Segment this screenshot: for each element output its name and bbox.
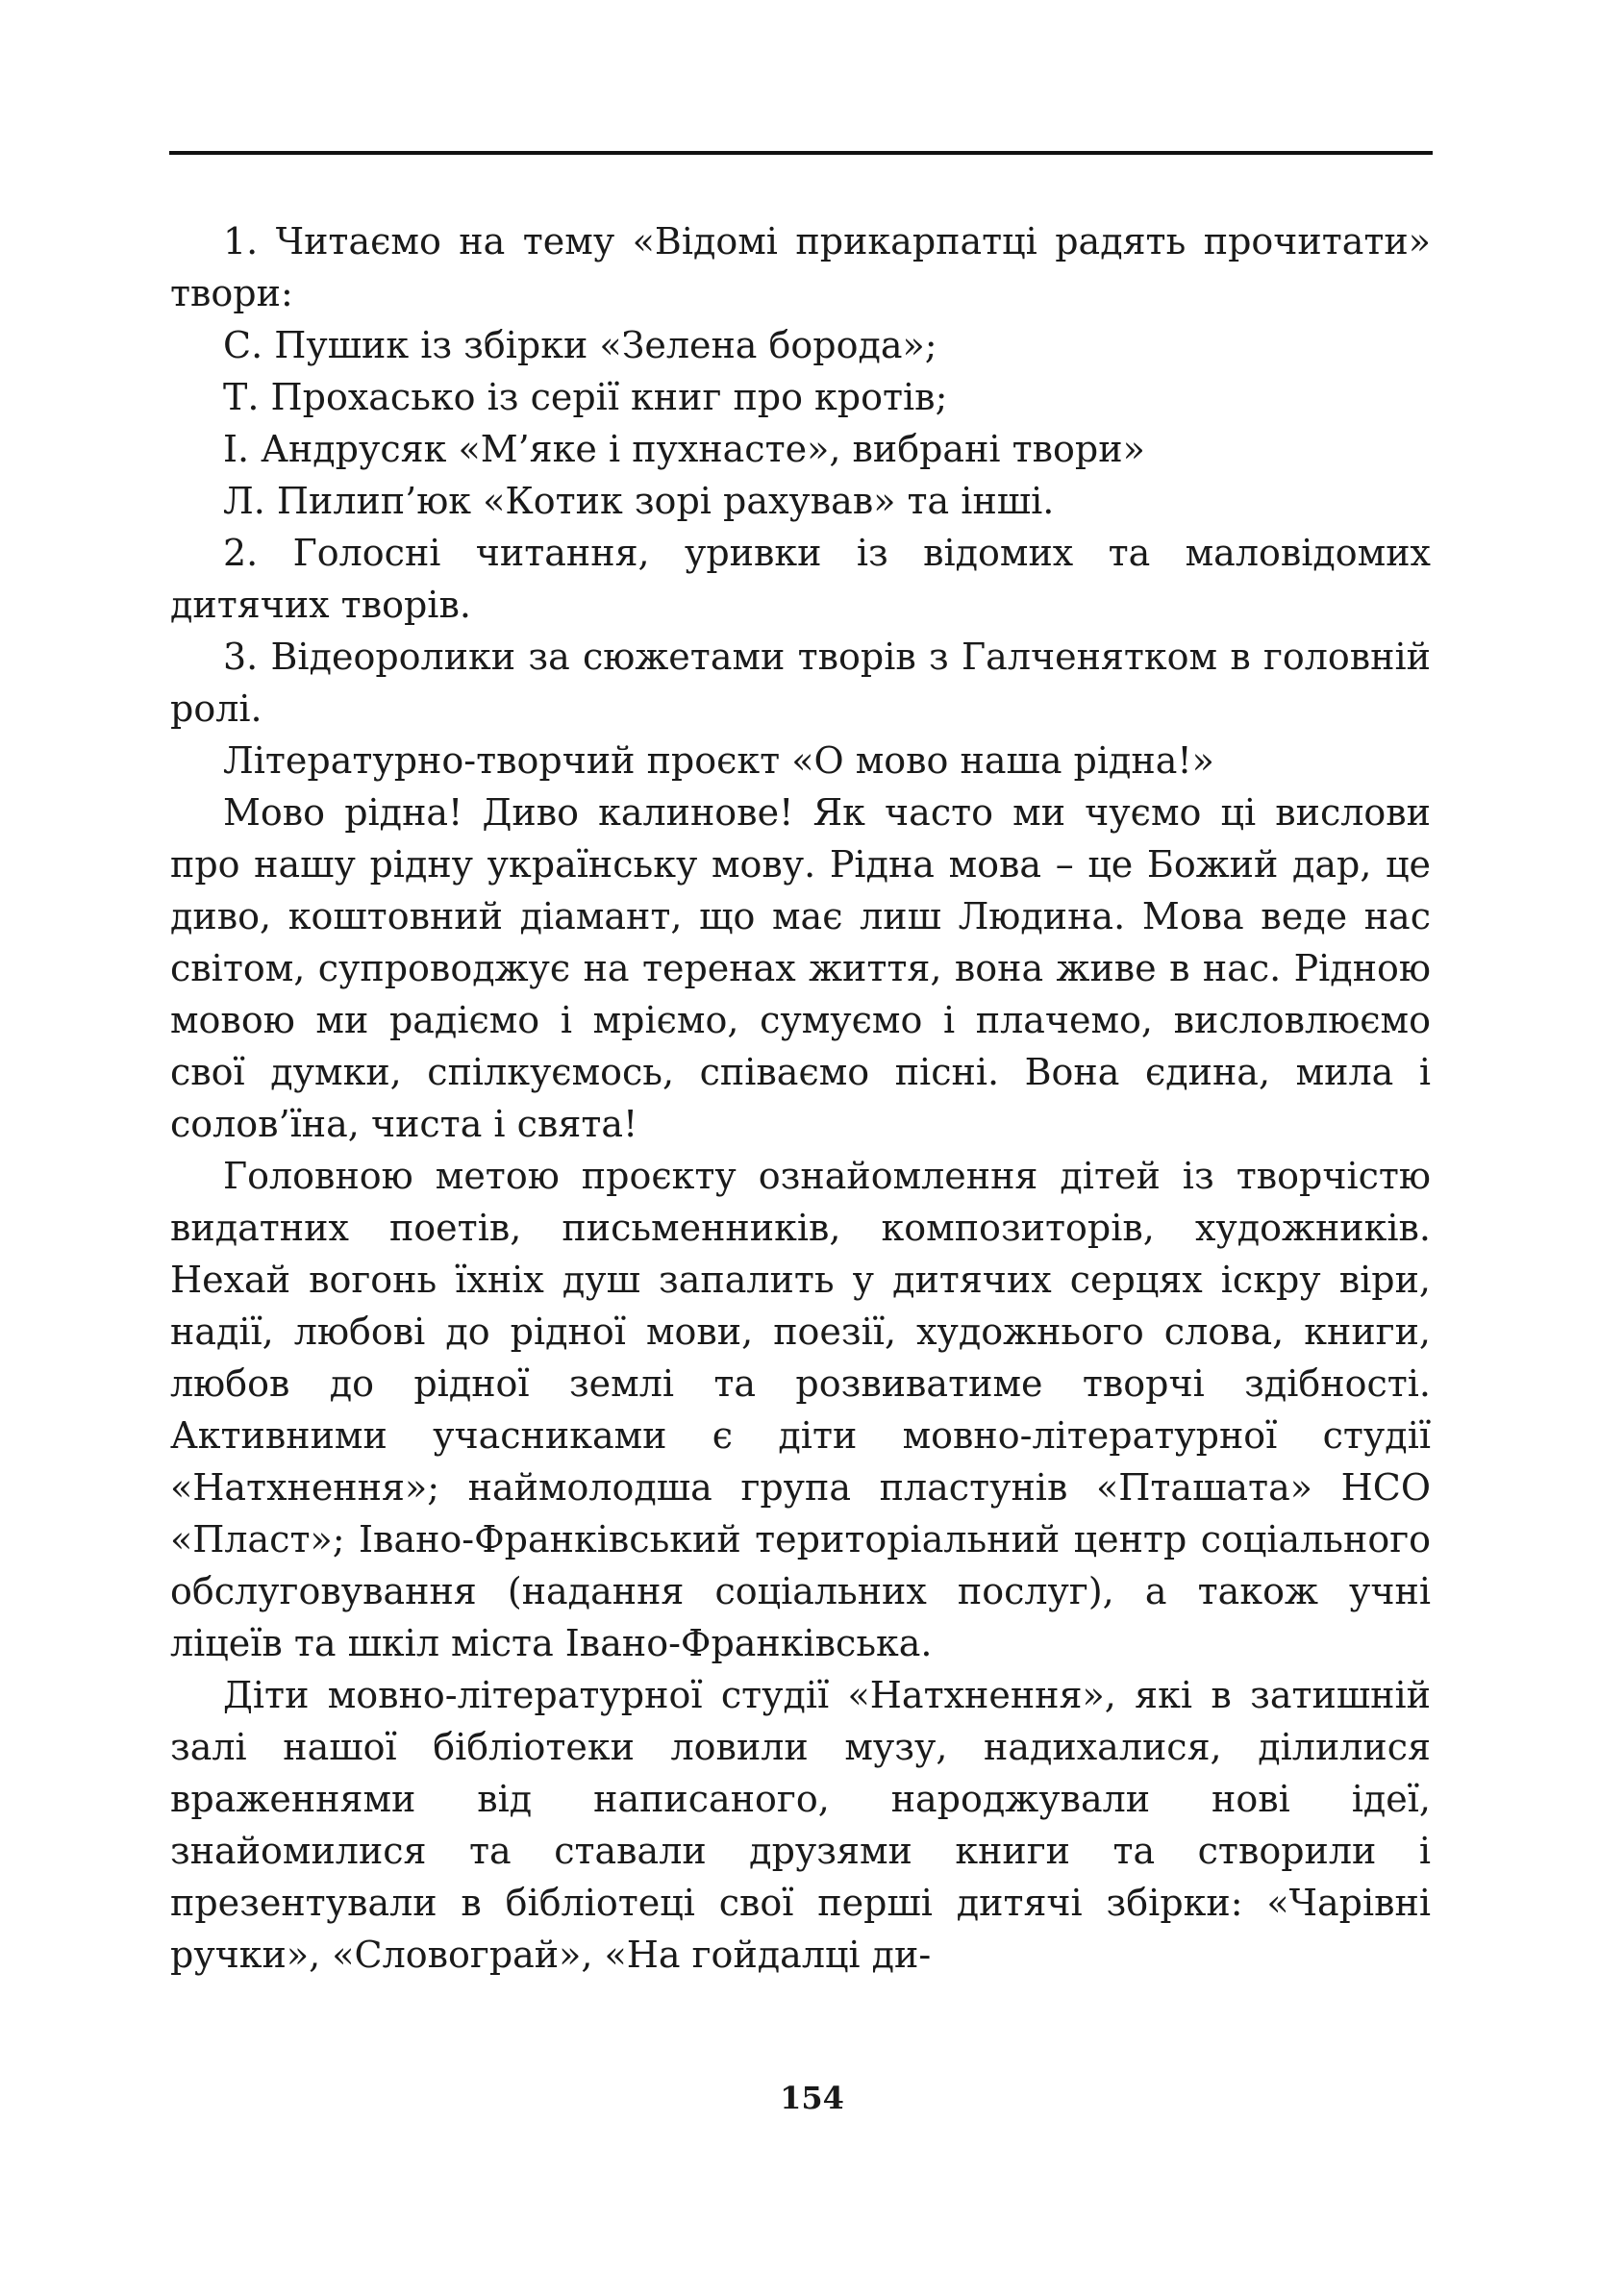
list-item-1: 1. Читаємо на тему «Відомі прикарпатці радять прочитати» твори: bbox=[170, 220, 1431, 314]
body-paragraph: Головною метою проєкту ознайомлення дітей із творчістю видатних поетів, письменників, композиторів, художників. Нехай вогонь їхніх душ запалить у дитячих серцях іскру віри, надії, любові до рідної мови, поезії, художнього слова, книги, любов до рідної землі та розвиватиме творчі здібності. Активними учасниками є діти мовно-літературної студії «Натхнення»; наймолодша група пластунів «Пташата» НСО «Пласт»; Івано-Франківський територіальний центр соціального обслуговування (надання соціальних послуг), а також учні ліцеїв та шкіл міста Івано-Франківська. bbox=[170, 1155, 1431, 1664]
page-text bbox=[170, 215, 1431, 1981]
project-heading: Літературно-творчий проєкт «О мово наша рідна!» bbox=[223, 739, 1214, 782]
book-reference: Л. Пилип’юк «Котик зорі рахував» та інші. bbox=[223, 480, 1055, 522]
book-reference: С. Пушик із збірки «Зелена борода»; bbox=[223, 324, 937, 366]
book-reference: Т. Прохасько із серії книг про кротів; bbox=[223, 376, 948, 418]
header-rule bbox=[169, 151, 1433, 155]
book-reference: І. Андрусяк «М’яке і пухнасте», вибрані твори» bbox=[223, 428, 1145, 470]
page-number: 154 bbox=[780, 2080, 844, 2116]
body-paragraph: Мово рідна! Диво калинове! Як часто ми чуємо ці вислови про нашу рідну українську мову. Рідна мова – це Божий дар, це диво, коштовний діамант, що має лиш Людина. Мова веде нас світом, супроводжує на теренах життя, вона живе в нас. Рідною мовою ми радіємо і мріємо, сумуємо і плачемо, висловлюємо свої думки, спілкуємось, співаємо пісні. Вона єдина, мила і солов’їна, чиста і свята! bbox=[170, 791, 1431, 1145]
list-item-3: 3. Відеоролики за сюжетами творів з Галченятком в головній ролі. bbox=[170, 636, 1431, 730]
body-paragraph: Діти мовно-літературної студії «Натхнення», які в затишній залі нашої бібліотеки ловили музу, надихалися, ділилися враженнями від написаного, народжували нові ідеї, знайомилися та ставали друзями книги та створили і презентували в бібліотеці свої перші дитячі збірки: «Чарівні ручки», «Словограй», «На гойдалці ди- bbox=[170, 1674, 1431, 1976]
list-item-2: 2. Голосні читання, уривки із відомих та маловідомих дитячих творів. bbox=[170, 532, 1431, 626]
